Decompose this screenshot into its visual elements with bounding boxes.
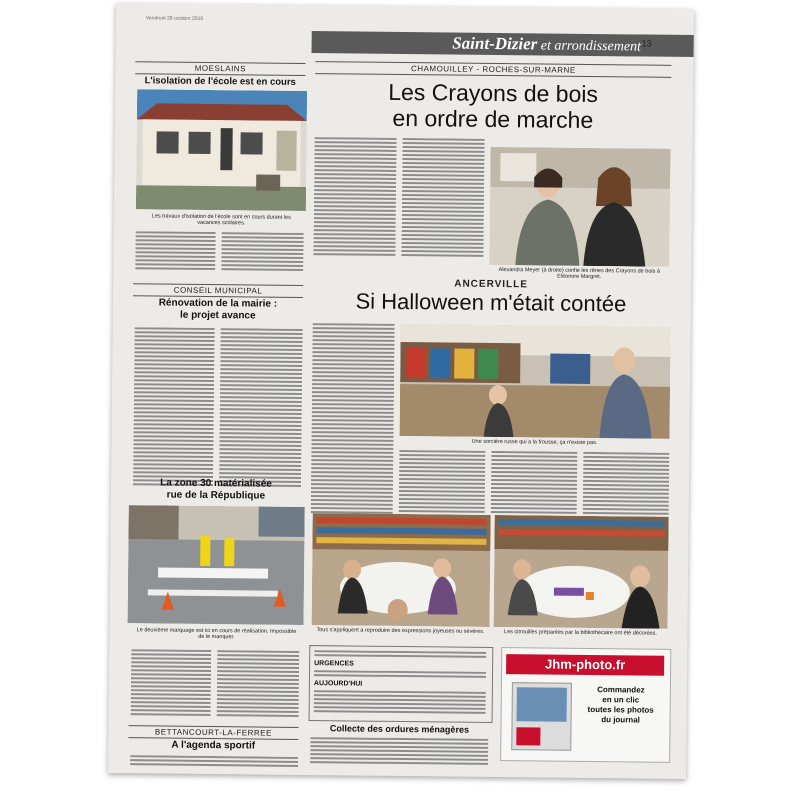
top-story-body-col1 [313,137,396,260]
ad-screen-image [517,687,567,722]
page-header-title-rest: et arrondissement [537,38,642,55]
halloween-kicker: ANCERVILLE [454,278,529,291]
jhm-photo-ad [500,647,671,763]
zone30-headline-line1: La zone 30 matérialisée [160,477,272,490]
zone30-body-col1 [131,649,212,720]
info-box [309,645,494,723]
page-number: 13 [641,38,652,49]
halloween-body-col3 [491,451,578,516]
zone30-headline-line2: rue de la République [166,489,266,502]
info-box-line [314,650,486,660]
conseil-headline-line1: Rénovation de la mairie : [158,297,278,310]
children-drawing-photo [312,513,491,627]
newspaper-page [108,3,694,779]
conseil-body-col1 [133,327,215,490]
moeslains-headline: L'isolation de l'école est en cours [144,75,296,88]
halloween-headline: Si Halloween m'était contée [355,288,627,317]
top-story-body-col2 [401,138,484,261]
school-photo [136,89,307,211]
ad-text-block [576,685,666,726]
bettancourt-body [130,755,298,771]
moeslains-body-col2 [221,232,303,281]
conseil-body-col2 [219,328,303,491]
page-header-title-main: Saint-Dizier [452,33,538,54]
street-marking-photo [128,505,305,625]
pumpkins-photo [494,515,669,629]
two-women-photo [489,147,670,267]
halloween-caption-main: Une sorcière russe qui a la frousse, ça n'existe pas. [471,438,598,447]
halloween-caption-bottom-right: Les citrouilles préparées par la bibliothécaire ont été décorées. [504,629,657,637]
conseil-kicker: CONSEIL MUNICIPAL [133,283,303,298]
collecte-body [310,737,488,769]
ad-line1: Commandez [597,685,645,695]
halloween-body-col4 [583,452,670,517]
ad-line3: toutes les photos [587,704,654,715]
info-urgences-label: URGENCES [314,660,354,668]
info-aujourdhui-label: AUJOURD'HUI [313,680,363,688]
storytelling-photo [400,324,671,439]
page-header-band [312,31,694,58]
ad-brand: Jhm-photo.fr [544,656,626,673]
bettancourt-headline: A l'agenda sportif [171,739,256,752]
info-box-lines [314,690,486,718]
halloween-body-col1 [311,323,395,516]
page-header-title [312,32,694,57]
ad-screen-icon [511,682,572,751]
top-story-headline-line1: Les Crayons de bois [388,78,599,108]
moeslains-caption: Les travaux d'isolation de l'école sont en cours durant les vacances scolaires. [151,213,291,227]
moeslains-body-col1 [135,231,215,280]
ad-line2: en un clic [602,695,640,705]
page-date: Vendredi 28 octobre 2016 [145,15,204,22]
moeslains-kicker: MOESLAINS [135,61,305,76]
halloween-body-col2 [399,450,486,515]
halloween-caption-bottom-left: Tous s'appliquent à reproduire des expressions joyeuses ou sévères. [316,627,485,635]
zone30-caption: Le deuxième marquage est ici en cours de réalisation. Impossible de le manquer. [136,627,297,641]
ad-screen-thumb [516,727,540,745]
zone30-body-col2 [217,650,300,721]
collecte-headline: Collecte des ordures ménagères [329,723,470,735]
top-story-kicker: CHAMOUILLEY - ROCHES-SUR-MARNE [315,61,671,78]
top-story-headline-line2: en ordre de marche [392,104,594,133]
ad-line4: du journal [601,715,640,725]
info-box-line [314,670,486,680]
conseil-headline-line2: le projet avance [179,309,256,322]
top-story-caption: Alexandra Meyer (à droite) confie les rênes des Crayons de bois à Eléonore Margret. [498,267,660,281]
bettancourt-kicker: BETTANCOURT-LA-FERREE [128,725,298,740]
